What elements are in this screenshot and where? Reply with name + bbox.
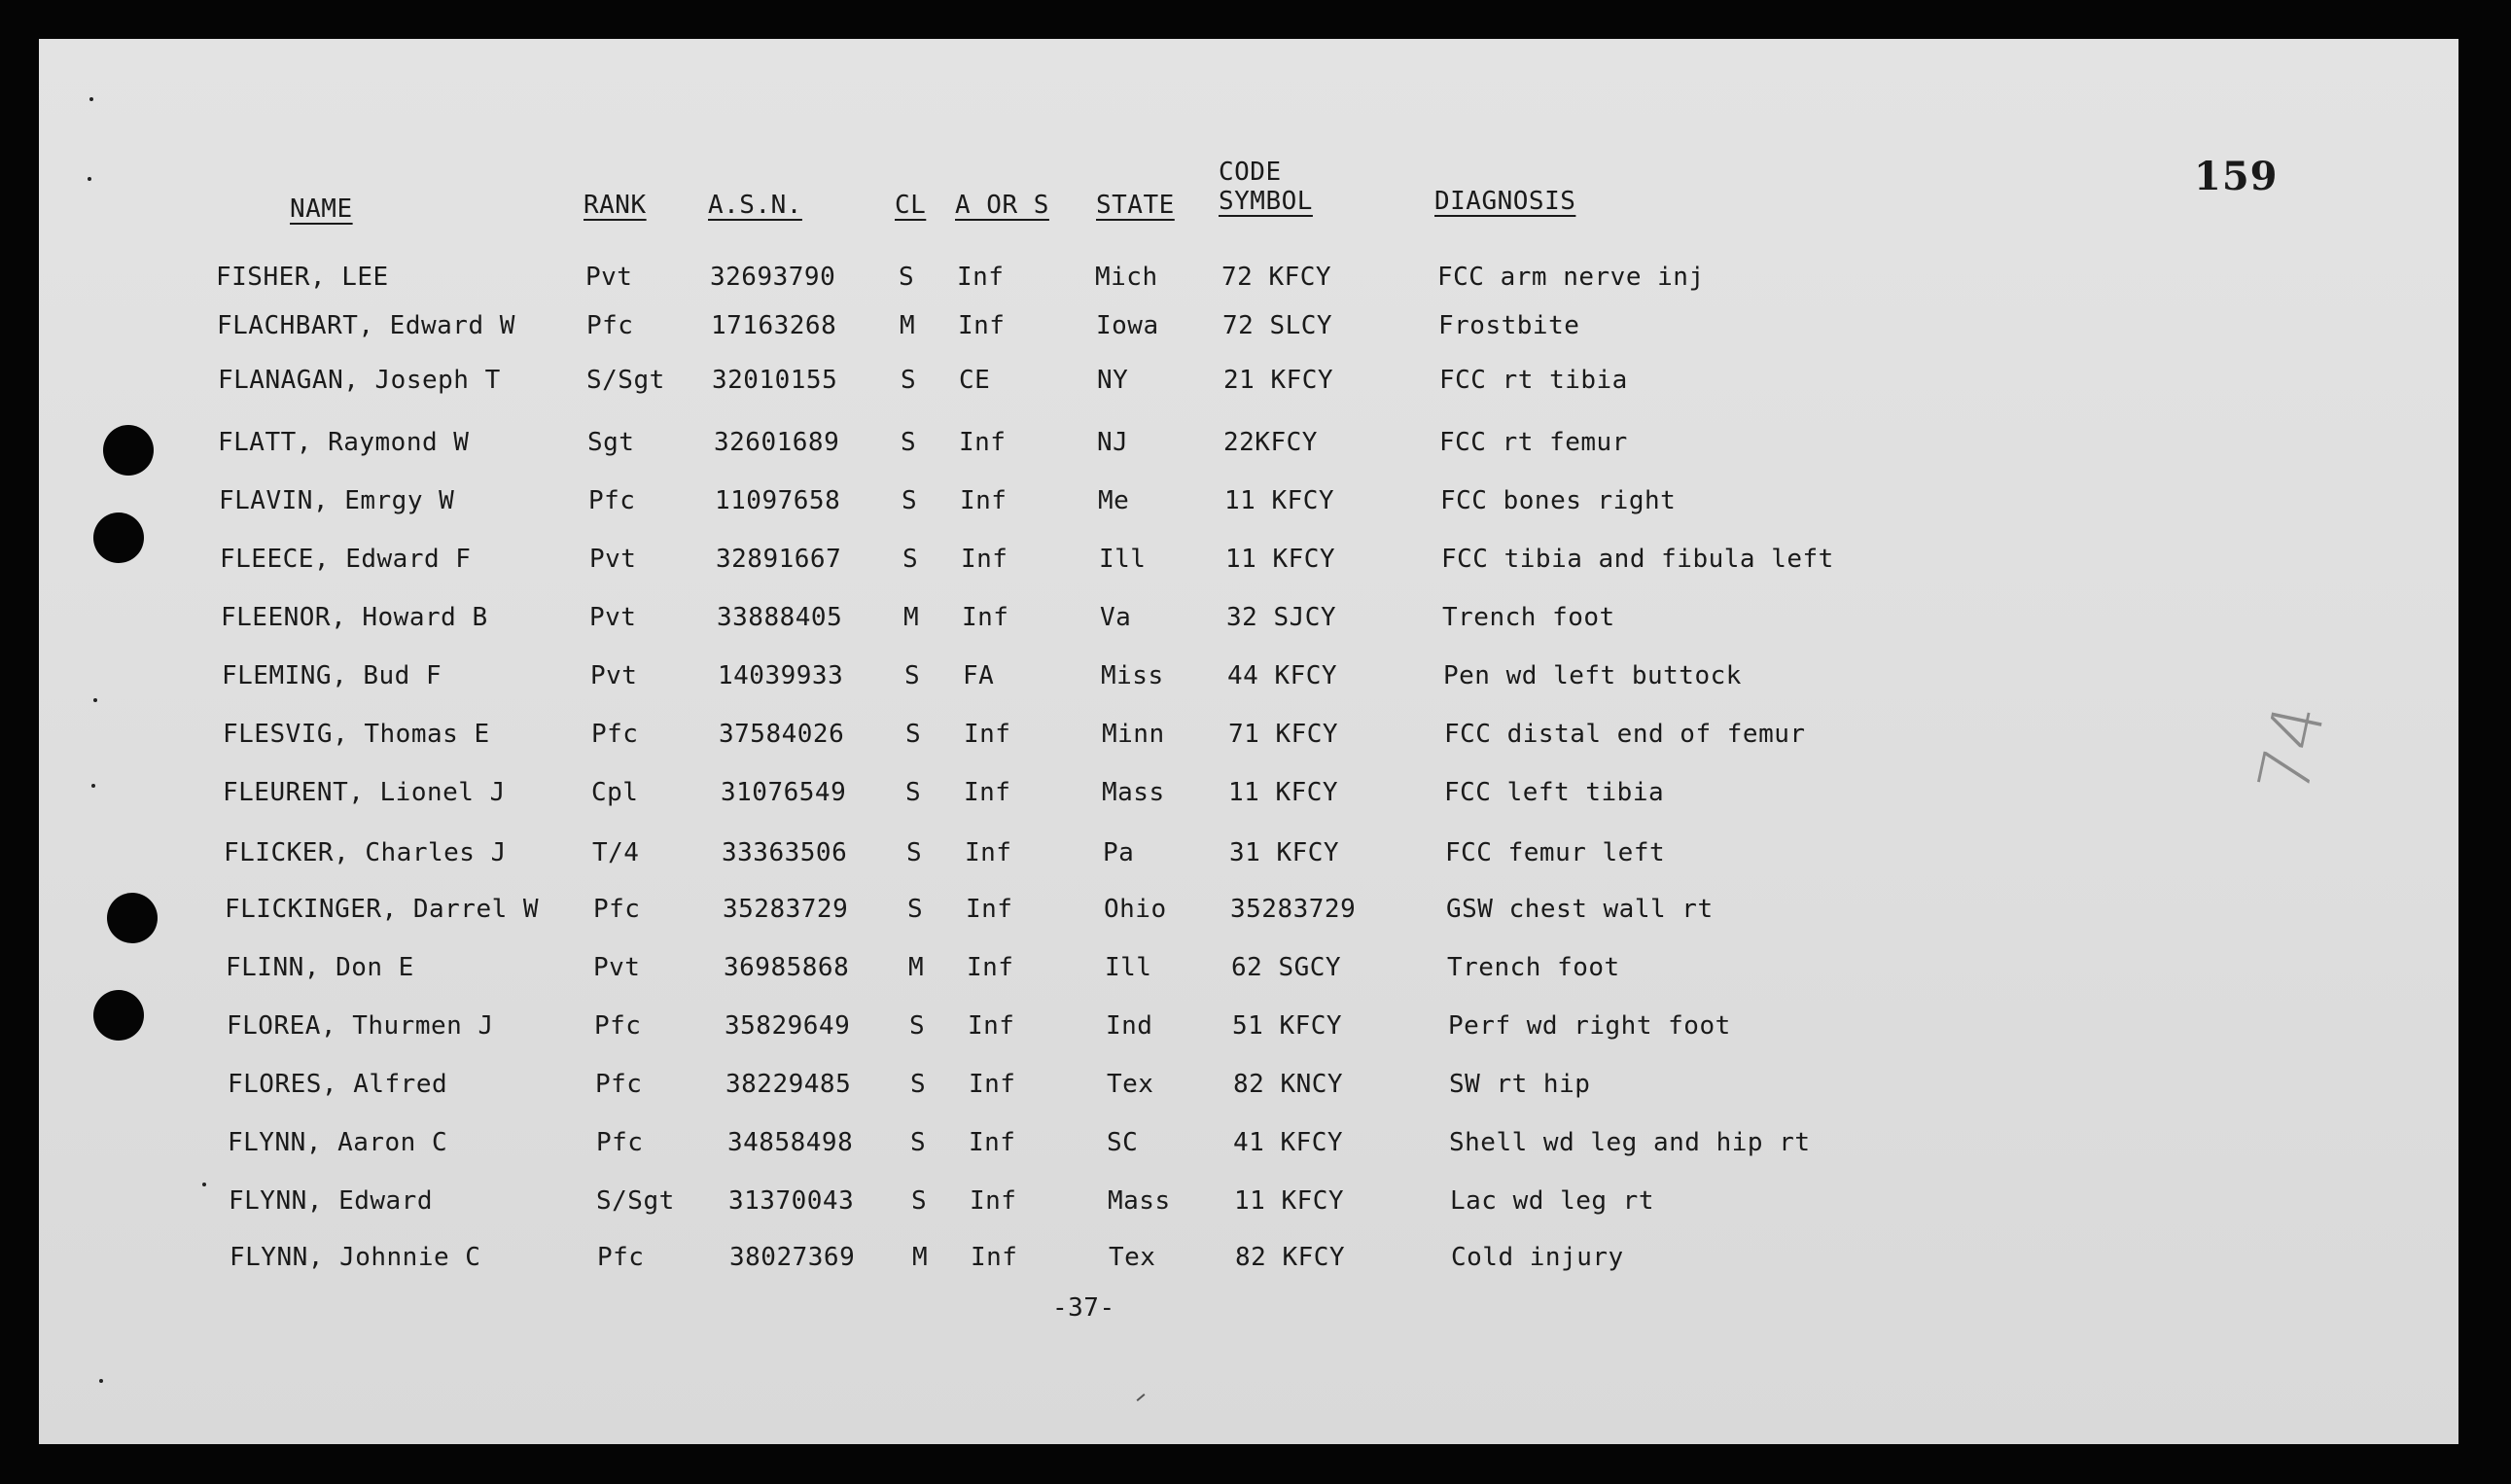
cell-state: Mass <box>1108 1186 1171 1216</box>
punch-hole <box>93 512 144 563</box>
cell-state: Iowa <box>1096 311 1159 340</box>
cell-state: Ind <box>1106 1011 1153 1041</box>
cell-rank: S/Sgt <box>586 366 665 395</box>
paper-speck <box>93 698 97 702</box>
cell-asn: 38027369 <box>729 1243 856 1272</box>
cell-diagnosis: FCC left tibia <box>1444 778 1665 807</box>
cell-cl: S <box>904 661 921 690</box>
cell-name: FLANAGAN, Joseph T <box>218 366 501 395</box>
cell-cl: S <box>901 366 917 395</box>
cell-diagnosis: Cold injury <box>1451 1243 1624 1272</box>
margin-pencil-note: 74 <box>2242 695 2342 802</box>
cell-state: Pa <box>1103 838 1135 867</box>
cell-diagnosis: FCC rt femur <box>1439 428 1628 457</box>
cell-name: FLICKINGER, Darrel W <box>225 895 540 924</box>
header-code-line: CODE <box>1219 158 1282 187</box>
cell-asn: 35283729 <box>723 895 849 924</box>
cell-state: Tex <box>1109 1243 1156 1272</box>
cell-name: FLYNN, Aaron C <box>228 1128 448 1157</box>
cell-diagnosis: FCC tibia and fibula left <box>1441 545 1834 574</box>
cell-a-or-s: Inf <box>968 1011 1015 1041</box>
cell-cl: S <box>910 1070 927 1099</box>
cell-name: FLEMING, Bud F <box>222 661 442 690</box>
cell-cl: S <box>899 263 915 292</box>
cell-asn: 33888405 <box>717 603 843 632</box>
cell-rank: Pvt <box>589 545 637 574</box>
cell-cl: S <box>910 1128 927 1157</box>
footer-page-number: -37- <box>1052 1293 1115 1323</box>
cell-code: 62 SGCY <box>1231 953 1342 982</box>
cell-diagnosis: GSW chest wall rt <box>1446 895 1714 924</box>
cell-name: FISHER, LEE <box>216 263 389 292</box>
paper-speck <box>99 1379 103 1383</box>
cell-name: FLEENOR, Howard B <box>221 603 488 632</box>
cell-state: Mich <box>1095 263 1158 292</box>
header-cl: CL <box>895 191 927 220</box>
cell-a-or-s: CE <box>959 366 991 395</box>
cell-name: FLYNN, Johnnie C <box>230 1243 481 1272</box>
cell-rank: Pfc <box>586 311 634 340</box>
cell-a-or-s: Inf <box>970 1186 1017 1216</box>
cell-diagnosis: Trench foot <box>1442 603 1615 632</box>
cell-rank: Pfc <box>588 486 636 515</box>
cell-cl: S <box>906 838 923 867</box>
header-symbol-line: SYMBOL <box>1219 187 1313 216</box>
page-number: 159 <box>2194 154 2279 199</box>
cell-state: Ill <box>1099 545 1147 574</box>
cell-diagnosis: FCC femur left <box>1445 838 1666 867</box>
cell-state: Me <box>1098 486 1130 515</box>
cell-cl: S <box>901 428 917 457</box>
cell-cl: S <box>902 545 919 574</box>
cell-cl: M <box>912 1243 929 1272</box>
cell-state: Ohio <box>1104 895 1167 924</box>
cell-asn: 35829649 <box>725 1011 851 1041</box>
paper-speck <box>88 177 91 181</box>
cell-a-or-s: Inf <box>965 838 1012 867</box>
cell-a-or-s: Inf <box>966 895 1013 924</box>
record-sheet <box>39 39 2458 1444</box>
header-state: STATE <box>1096 191 1175 220</box>
paper-speck <box>89 97 93 101</box>
cell-asn: 33363506 <box>722 838 848 867</box>
cell-diagnosis: FCC distal end of femur <box>1444 720 1806 749</box>
cell-code: 82 KNCY <box>1233 1070 1344 1099</box>
cell-rank: Pfc <box>596 1128 644 1157</box>
cell-cl: S <box>911 1186 928 1216</box>
cell-rank: Pfc <box>594 1011 642 1041</box>
cell-name: FLESVIG, Thomas E <box>223 720 490 749</box>
cell-asn: 32693790 <box>710 263 836 292</box>
cell-cl: M <box>900 311 916 340</box>
cell-diagnosis: Frostbite <box>1438 311 1580 340</box>
cell-rank: Pfc <box>591 720 639 749</box>
cell-asn: 32891667 <box>716 545 842 574</box>
cell-asn: 31076549 <box>721 778 847 807</box>
punch-hole <box>103 425 154 476</box>
cell-code: 31 KFCY <box>1229 838 1340 867</box>
cell-rank: T/4 <box>592 838 640 867</box>
cell-rank: Pvt <box>590 661 638 690</box>
cell-rank: Pfc <box>593 895 641 924</box>
header-diagnosis: DIAGNOSIS <box>1434 187 1576 216</box>
cell-code: 11 KFCY <box>1225 545 1336 574</box>
paper-speck <box>91 784 95 788</box>
cell-code: 72 KFCY <box>1221 263 1332 292</box>
cell-a-or-s: Inf <box>964 720 1011 749</box>
cell-rank: Pvt <box>593 953 641 982</box>
header-rank: RANK <box>584 191 647 220</box>
cell-diagnosis: SW rt hip <box>1449 1070 1591 1099</box>
cell-name: FLORES, Alfred <box>228 1070 448 1099</box>
cell-a-or-s: Inf <box>962 603 1009 632</box>
cell-diagnosis: Pen wd left buttock <box>1443 661 1742 690</box>
cell-code: 22KFCY <box>1223 428 1318 457</box>
cell-diagnosis: Lac wd leg rt <box>1450 1186 1654 1216</box>
cell-diagnosis: Shell wd leg and hip rt <box>1449 1128 1811 1157</box>
cell-name: FLATT, Raymond W <box>218 428 470 457</box>
cell-a-or-s: Inf <box>961 545 1008 574</box>
cell-a-or-s: Inf <box>967 953 1014 982</box>
cell-a-or-s: Inf <box>969 1070 1016 1099</box>
punch-hole <box>93 990 144 1041</box>
cell-a-or-s: Inf <box>971 1243 1018 1272</box>
cell-name: FLEECE, Edward F <box>220 545 472 574</box>
cell-asn: 31370043 <box>728 1186 855 1216</box>
cell-diagnosis: FCC arm nerve inj <box>1437 263 1705 292</box>
cell-code: 11 KFCY <box>1224 486 1335 515</box>
cell-rank: Pvt <box>589 603 637 632</box>
cell-code: 51 KFCY <box>1232 1011 1343 1041</box>
cell-cl: M <box>908 953 925 982</box>
cell-state: Minn <box>1102 720 1165 749</box>
cell-a-or-s: Inf <box>957 263 1005 292</box>
cell-name: FLEURENT, Lionel J <box>223 778 506 807</box>
cell-diagnosis: Perf wd right foot <box>1448 1011 1731 1041</box>
cell-a-or-s: Inf <box>958 311 1006 340</box>
cell-state: Ill <box>1105 953 1152 982</box>
cell-diagnosis: FCC rt tibia <box>1439 366 1628 395</box>
cell-name: FLYNN, Edward <box>229 1186 433 1216</box>
cell-rank: Pfc <box>595 1070 643 1099</box>
header-name: NAME <box>290 194 353 224</box>
punch-hole <box>107 893 158 943</box>
cell-asn: 36985868 <box>724 953 850 982</box>
cell-a-or-s: Inf <box>959 428 1007 457</box>
cell-state: Mass <box>1102 778 1165 807</box>
cell-asn: 38229485 <box>725 1070 852 1099</box>
cell-state: NY <box>1097 366 1129 395</box>
cell-rank: Pvt <box>585 263 633 292</box>
cell-asn: 37584026 <box>719 720 845 749</box>
header-code-symbol <box>1219 158 1313 216</box>
cell-code: 44 KFCY <box>1227 661 1338 690</box>
cell-name: FLAVIN, Emrgy W <box>219 486 455 515</box>
cell-code: 41 KFCY <box>1233 1128 1344 1157</box>
cell-a-or-s: Inf <box>969 1128 1016 1157</box>
cell-a-or-s: Inf <box>960 486 1008 515</box>
cell-state: Va <box>1100 603 1132 632</box>
cell-diagnosis: FCC bones right <box>1440 486 1677 515</box>
cell-code: 35283729 <box>1230 895 1357 924</box>
cell-rank: Cpl <box>591 778 639 807</box>
cell-name: FLACHBART, Edward W <box>217 311 515 340</box>
header-a-or-s: A OR S <box>955 191 1049 220</box>
cell-asn: 34858498 <box>727 1128 854 1157</box>
cell-asn: 17163268 <box>711 311 837 340</box>
cell-state: Miss <box>1101 661 1164 690</box>
cell-asn: 32010155 <box>712 366 838 395</box>
cell-code: 72 SLCY <box>1222 311 1333 340</box>
cell-a-or-s: Inf <box>964 778 1011 807</box>
cell-name: FLINN, Don E <box>226 953 414 982</box>
cell-code: 11 KFCY <box>1234 1186 1345 1216</box>
cell-cl: S <box>902 486 918 515</box>
cell-state: SC <box>1107 1128 1139 1157</box>
cell-code: 21 KFCY <box>1223 366 1334 395</box>
cell-asn: 14039933 <box>718 661 844 690</box>
cell-rank: Pfc <box>597 1243 645 1272</box>
cell-asn: 32601689 <box>714 428 840 457</box>
paper-speck <box>202 1183 206 1186</box>
cell-asn: 11097658 <box>715 486 841 515</box>
cell-cl: S <box>907 895 924 924</box>
cell-name: FLOREA, Thurmen J <box>227 1011 494 1041</box>
cell-cl: S <box>905 778 922 807</box>
pencil-tick <box>1137 1394 1146 1401</box>
cell-cl: M <box>903 603 920 632</box>
cell-rank: S/Sgt <box>596 1186 675 1216</box>
cell-name: FLICKER, Charles J <box>224 838 507 867</box>
cell-rank: Sgt <box>587 428 635 457</box>
cell-state: NJ <box>1097 428 1129 457</box>
cell-code: 71 KFCY <box>1228 720 1339 749</box>
header-asn: A.S.N. <box>708 191 802 220</box>
cell-code: 82 KFCY <box>1235 1243 1346 1272</box>
cell-diagnosis: Trench foot <box>1447 953 1620 982</box>
cell-a-or-s: FA <box>963 661 995 690</box>
cell-cl: S <box>905 720 922 749</box>
cell-cl: S <box>909 1011 926 1041</box>
cell-code: 32 SJCY <box>1226 603 1337 632</box>
cell-state: Tex <box>1107 1070 1154 1099</box>
cell-code: 11 KFCY <box>1228 778 1339 807</box>
